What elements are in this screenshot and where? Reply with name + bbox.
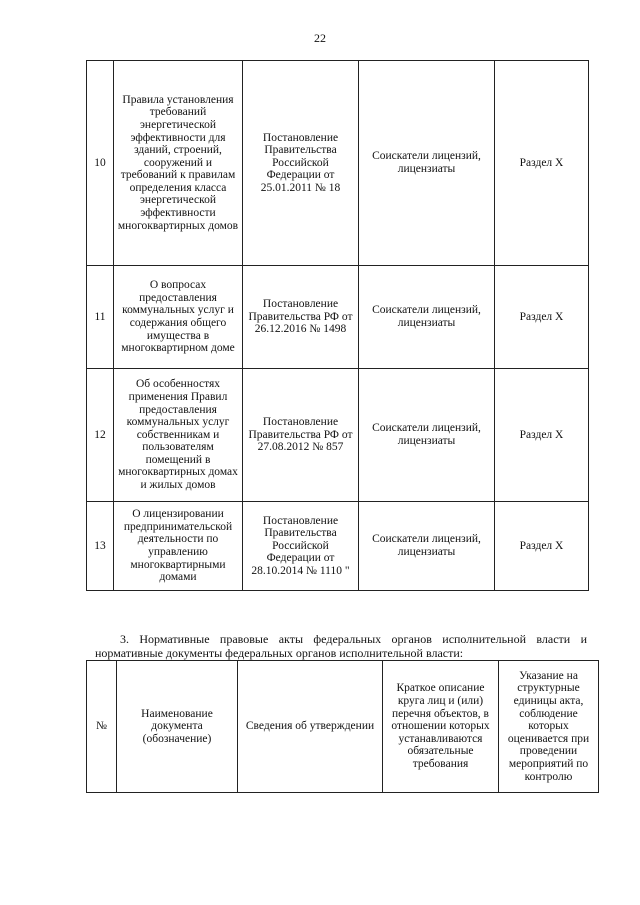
row-number: 13 <box>87 502 114 591</box>
row-number: 10 <box>87 61 114 266</box>
header-number: № <box>87 661 117 793</box>
table-row <box>87 502 589 591</box>
affected-persons: Соискатели лицензий, лицензиаты <box>359 61 495 266</box>
table-row <box>87 266 589 369</box>
federal-acts-table-header <box>86 660 599 793</box>
document-name: О лицензировании предпринимательской деятельности по управлению многоквартирными домами <box>114 502 243 591</box>
table-row <box>87 61 589 266</box>
acts-table <box>86 60 589 591</box>
header-approval-info: Сведения об утверждении <box>238 661 383 793</box>
row-number: 11 <box>87 266 114 369</box>
structural-unit: Раздел X <box>495 502 589 591</box>
header-row <box>87 661 599 793</box>
affected-persons: Соискатели лицензий, лицензиаты <box>359 266 495 369</box>
structural-unit: Раздел X <box>495 369 589 502</box>
approval-info: Постановление Правительства РФ от 27.08.2012 № 857 <box>243 369 359 502</box>
structural-unit: Раздел X <box>495 61 589 266</box>
document-name: Об особенностях применения Правил предоставления коммунальных услуг собственникам и пользователям помещений в многоквартирных домах и жилых домов <box>114 369 243 502</box>
section-3-heading: 3. Нормативные правовые акты федеральных органов исполнительной власти и нормативные документы федеральных органов исполнительной власти: <box>95 632 587 660</box>
page-number: 22 <box>314 31 326 45</box>
approval-info: Постановление Правительства Российской Федерации от 25.01.2011 № 18 <box>243 61 359 266</box>
structural-unit: Раздел X <box>495 266 589 369</box>
header-affected-persons: Краткое описание круга лиц и (или) перечня объектов, в отношении которых устанавливаются обязательные требования <box>383 661 499 793</box>
table-row <box>87 369 589 502</box>
affected-persons: Соискатели лицензий, лицензиаты <box>359 502 495 591</box>
row-number: 12 <box>87 369 114 502</box>
header-structural-units: Указание на структурные единицы акта, соблюдение которых оценивается при проведении мероприятий по контролю <box>499 661 599 793</box>
header-document-name: Наименование документа (обозначение) <box>117 661 238 793</box>
document-name: О вопросах предоставления коммунальных услуг и содержания общего имущества в многоквартирном доме <box>114 266 243 369</box>
document-name: Правила установления требований энергетической эффективности для зданий, строений, сооружений и требований к правилам определения класса энергетической эффективности многоквартирных домов <box>114 61 243 266</box>
affected-persons: Соискатели лицензий, лицензиаты <box>359 369 495 502</box>
approval-info: Постановление Правительства РФ от 26.12.2016 № 1498 <box>243 266 359 369</box>
approval-info: Постановление Правительства Российской Федерации от 28.10.2014 № 1110 " <box>243 502 359 591</box>
